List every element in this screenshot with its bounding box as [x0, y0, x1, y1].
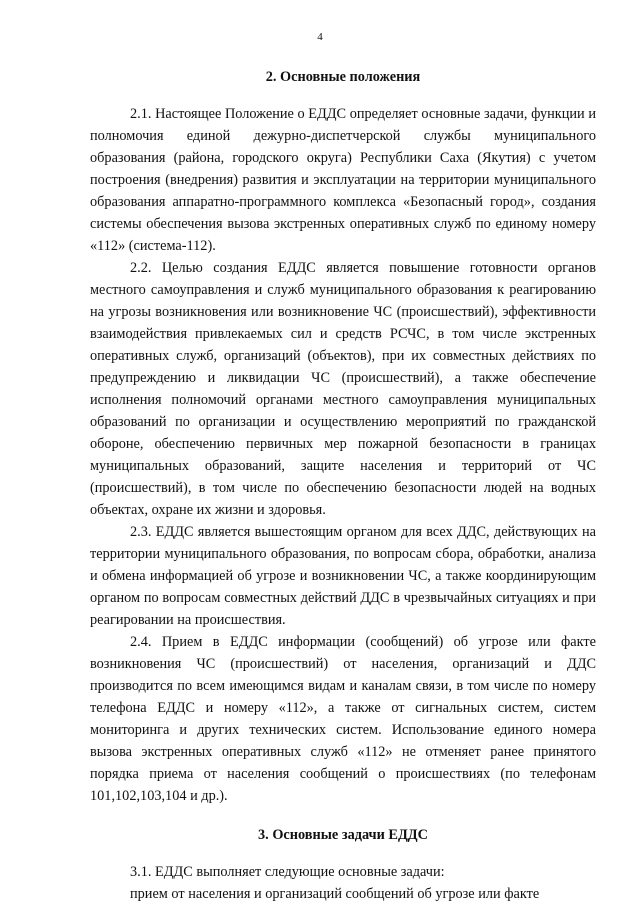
paragraph-2-1: 2.1. Настоящее Положение о ЕДДС определяет основные задачи, функции и полномочия единой дежурно-диспетчерской службы муниципального образования (района, городского округа) Республики Саха (Якутия) с учетом построения (внедрения) развития и эксплуатации на территории муниципального образования аппаратно-программного комплекса «Безопасный город», создания системы обеспечения вызова экстренных оперативных служб по единому номеру «112» (система-112).	[90, 106, 596, 254]
paragraph-3-1-item: прием от населения и организаций сообщений об угрозе или факте	[130, 886, 540, 902]
page-content	[90, 66, 596, 905]
page-number: 4	[317, 31, 323, 43]
paragraph-2-2: 2.2. Целью создания ЕДДС является повышение готовности органов местного самоуправления и служб муниципального образования к реагированию на угрозы возникновения или возникновение ЧС (происшествий), эффективности взаимодействия привлекаемых сил и средств РСЧС, в том числе экстренных оперативных служб, организаций (объектов), при их совместных действиях по предупреждению и ликвидации ЧС (происшествий), а также обеспечение исполнения полномочий органами местного самоуправления муниципальных образований по организации и осуществлению мероприятий по гражданской обороне, обеспечению первичных мер пожарной безопасности в границах муниципальных образований, защите населения и территорий от ЧС (происшествий), в том числе по обеспечению безопасности людей на водных объектах, охране их жизни и здоровья.	[90, 260, 596, 518]
paragraph-3-1: 3.1. ЕДДС выполняет следующие основные задачи:	[130, 864, 445, 880]
paragraph-2-4: 2.4. Прием в ЕДДС информации (сообщений) об угрозе или факте возникновения ЧС (происшествий) от населения, организаций и ДДС производится по всем имеющимся видам и каналам связи, в том числе по номеру телефона ЕДДС и номеру «112», а также от сигнальных систем, систем мониторинга и других технических систем. Использование единого номера вызова экстренных оперативных служб «112» не отменяет ранее принятого порядка приема от населения сообщений о происшествиях (по телефонам 101,102,103,104 и др.).	[90, 634, 596, 804]
section-3-title: 3. Основные задачи ЕДДС	[258, 827, 428, 843]
section-2-title: 2. Основные положения	[265, 69, 421, 85]
paragraph-2-3: 2.3. ЕДДС является вышестоящим органом для всех ДДС, действующих на территории муниципального образования, по вопросам сбора, обработки, анализа и обмена информацией об угрозе и возникновении ЧС, а также координирующим органом по вопросам совместных действий ДДС в чрезвычайных ситуациях и при реагировании на происшествия.	[90, 524, 596, 628]
